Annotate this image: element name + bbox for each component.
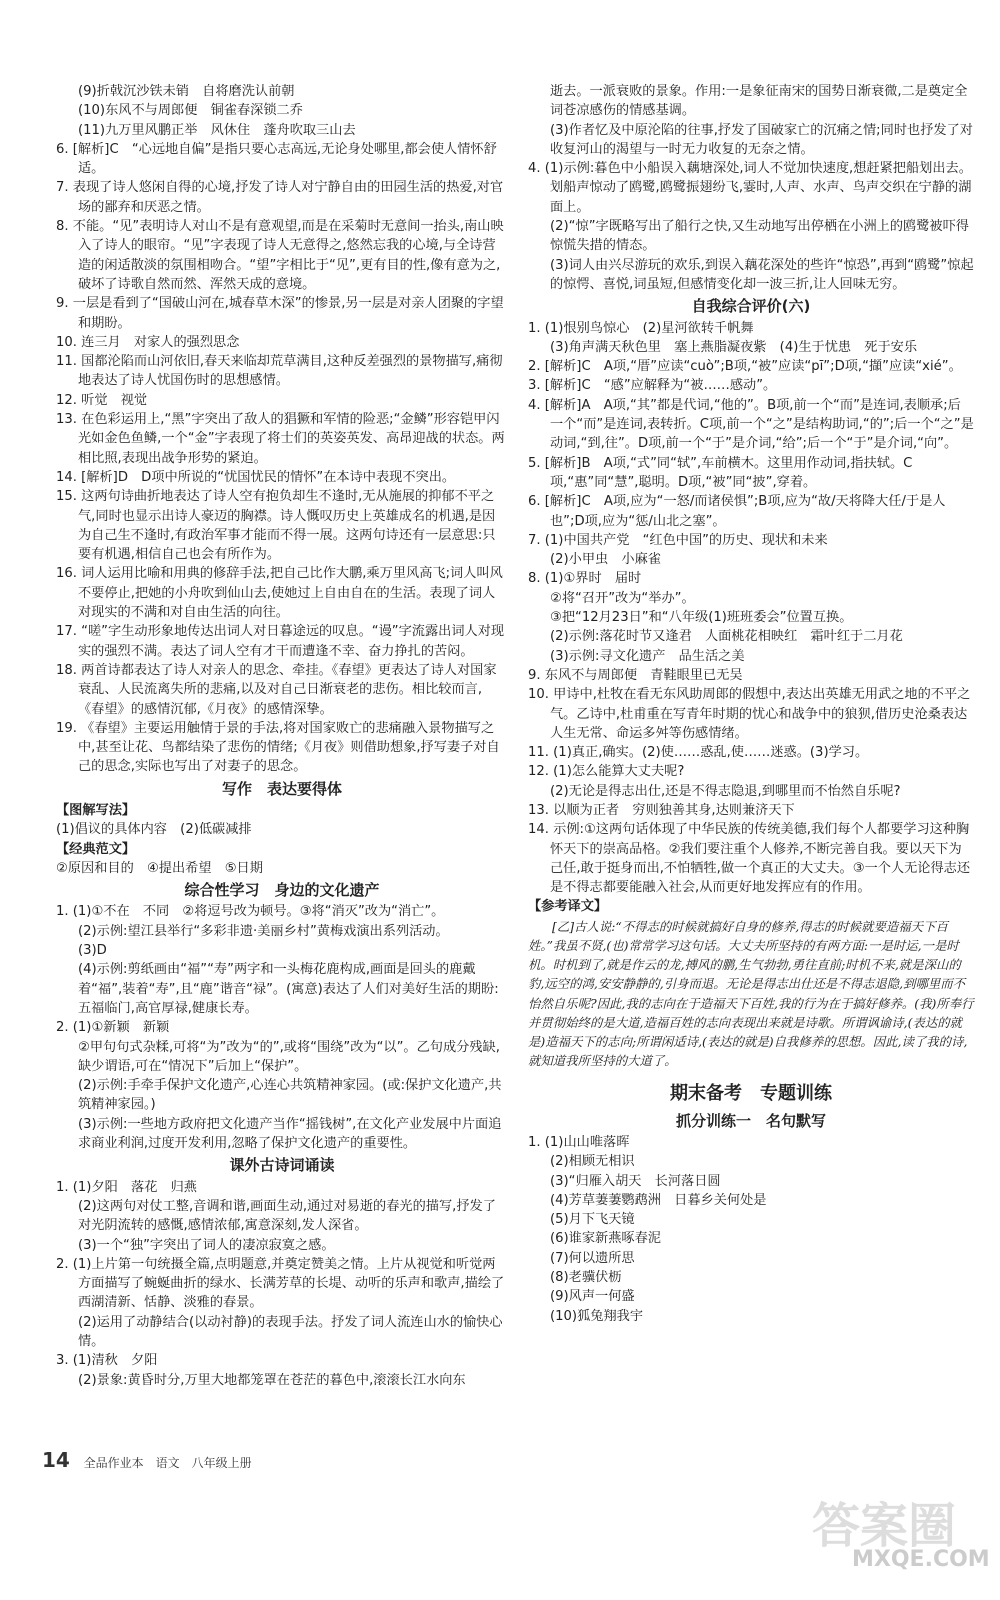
answer-line: (3)示例:一些地方政府把文化遗产当作“摇钱树”,在文化产业发展中片面追求商业利润,过度开发利用,忽略了保护文化遗产的重要性。 bbox=[78, 1116, 502, 1152]
answer-line: 19. 《春望》主要运用触情于景的手法,将对国家败亡的悲痛融入景物描写之中,甚至让花、鸟都结染了悲伤的情绪;《月夜》则借助想象,抒写妻子对自己的思念,实际也写出了对妻子的思念。 bbox=[56, 720, 500, 775]
answer-line: 7. (1)中国共产党 “红色中国”的历史、现状和未来 bbox=[528, 532, 828, 548]
answer-line: (2)景象:黄昏时分,万里大地都笼罩在苍茫的暮色中,滚滚长江水向东 bbox=[78, 1372, 466, 1388]
answer-line: 2. (1)①新颖 新颖 bbox=[56, 1020, 170, 1036]
answer-line: (8)老骥伏枥 bbox=[550, 1270, 622, 1286]
section-heading: 自我综合评价(六) bbox=[691, 297, 811, 316]
answer-line: (2)小甲虫 小麻雀 bbox=[550, 552, 661, 568]
answer-line: 【参考译文】 bbox=[528, 899, 608, 915]
answer-line: 1. (1)①不在 不同 ②将逗号改为顿号。③将“消灭”改为“消亡”。 bbox=[56, 904, 445, 920]
section-heading: 抓分训练一 名句默写 bbox=[675, 1111, 826, 1130]
answer-line: 3. [解析]C “感”应解释为“被……感动”。 bbox=[528, 378, 777, 394]
answer-line: (3)作者忆及中原沦陷的往事,抒发了国破家亡的沉痛之情;同时也抒发了对收复河山的渴望与一时无力收复的无奈之情。 bbox=[550, 122, 973, 157]
watermark-logo: 答案圈 bbox=[812, 1498, 957, 1554]
answer-line: 13. 在色彩运用上,“黑”字突出了敌人的猖獗和军情的险恶;“金鳞”形容铠甲闪光如金色鱼鳞,一个“金”字表现了将士们的英姿英发、高昂迎战的状态。两相比照,表现出战争形势的紧迫。 bbox=[56, 412, 505, 466]
answer-line: (2)“惊”字既略写出了船行之快,又生动地写出停栖在小洲上的鸥鹭被吓得惊慌失措的情态。 bbox=[550, 219, 969, 254]
answer-line: (9)风声一何盛 bbox=[550, 1289, 635, 1305]
answer-line: (3)D bbox=[78, 943, 107, 959]
answer-line: 14. 示例:①这两句话体现了中华民族的传统美德,我们每个人都要学习这种胸怀天下的崇高品格。②我们要注重个人修养,不断完善自我。要以天下为己任,敢于挺身而出,不怕牺牲,做一个真正的大丈夫。③一个人无论得志还是不得志都要能融入社会,从而更好地发挥应有的作用。 bbox=[528, 822, 971, 896]
answer-line: (3)示例:寻文化遗产 品生活之美 bbox=[550, 648, 745, 664]
answer-line: (7)何以遗所思 bbox=[550, 1250, 635, 1266]
answer-line: 12. (1)怎么能算大丈夫呢? bbox=[528, 764, 685, 780]
answer-line: 2. [解析]C A项,“厝”应读“cuò”;B项,“被”应读“pī”;D项,“擷”应读“xié”。 bbox=[528, 359, 962, 375]
answer-line: 4. [解析]A A项,“其”都是代词,“他的”。B项,前一个“而”是连词,表顺承;后一个“而”是连词,表转折。C项,前一个“之”是结构助词,“的”;后一个“之”是动词,“到,往”。D项,前一个“于”是介词,“给”;后一个“于”是介词,“向”。 bbox=[528, 397, 974, 452]
answer-line: [乙]古人说:“不得志的时候就搞好自身的修养,得志的时候就要造福天下百姓。”我虽不贤,(也)常常学习这句话。大丈夫所坚持的有两方面:一是时运,一是时机。时机到了,就是作云的龙,搏风的鹏,生气勃勃,勇往直前;时机不来,就是深山的豹,远空的鸿,安安静静的,引身而退。无论是得志出仕还是不得志退隐,到哪里而不怡然自乐呢?因此,我的志向在于造福天下百姓,我的行为在于搞好修养。(我)所奉行并贯彻始终的是大道,造福百姓的志向表现出来就是诗歌。所谓讽谕诗,(表达的就是)造福天下的志向;所谓闲适诗,(表达的就是)自我修养的思想。因此,读了我的诗,就知道我所坚持的大道了。 bbox=[528, 918, 974, 1069]
answer-line: (3)角声满天秋色里 塞上燕脂凝夜紫 (4)生于忧患 死于安乐 bbox=[550, 339, 918, 355]
answer-line: 4. (1)示例:暮色中小船误入藕塘深处,词人不觉加快速度,想赶紧把船划出去。划船声惊动了鸥鹭,鸥鹭振翅纷飞,霎时,人声、水声、鸟声交织在宁静的湖面上。 bbox=[528, 161, 972, 215]
page-footer bbox=[42, 1448, 252, 1472]
answer-line: (3)一个“独”字突出了词人的凄凉寂寞之感。 bbox=[78, 1237, 335, 1253]
answer-line: 13. 以顺为正者 穷则独善其身,达则兼济天下 bbox=[528, 802, 795, 818]
book-title: 全品作业本 语文 八年级上册 bbox=[83, 1456, 252, 1470]
answer-line: ②原因和目的 ④提出希望 ⑤日期 bbox=[56, 860, 263, 876]
section-heading: 期末备考 专题训练 bbox=[670, 1083, 832, 1105]
answer-line: (2)无论是得志出仕,还是不得志隐退,到哪里而不怡然自乐呢? bbox=[550, 783, 901, 799]
answer-line: 18. 两首诗都表达了诗人对亲人的思念、牵挂。《春望》更表达了诗人对国家衰乱、人民流离失所的悲痛,以及对自己日渐衰老的悲伤。相比较而言,《春望》的感情沉郁,《月夜》的感情深挚。 bbox=[56, 662, 497, 717]
answer-line: 9. 东风不与周郎便 青鞋眼里已无吴 bbox=[528, 667, 743, 683]
answer-line: 12. 听觉 视觉 bbox=[56, 392, 148, 408]
answer-line: 17. “嗟”字生动形象地传达出词人对日暮途远的叹息。“谩”字流露出词人对现实的强烈不满。表达了词人空有才干而遭逢不幸、奋力挣扎的苦闷。 bbox=[56, 624, 505, 659]
answer-line: 6. [解析]C A项,应为“一怒/而诸侯惧”;B项,应为“故/天将降大任/于是人也”;D项,应为“惩/山北之塞”。 bbox=[528, 494, 946, 529]
answer-line: 3. (1)清秋 夕阳 bbox=[56, 1353, 158, 1369]
answer-line: 【图解写法】 bbox=[56, 802, 136, 818]
answer-line: (10)狐兔翔我宇 bbox=[550, 1308, 644, 1324]
answer-line: 16. 词人运用比喻和用典的修辞手法,把自己比作大鹏,乘万里风高飞;词人叫风不要停止,把她的小舟吹到仙山去,使她过上自由自在的生活。表现了词人对现实的不满和对自由生活的向往。 bbox=[56, 566, 503, 621]
answer-line: 6. [解析]C “心远地自偏”是指只要心志高远,无论身处哪里,都会使人情怀舒适。 bbox=[56, 141, 497, 177]
answer-line: (2)这两句对仗工整,音调和谐,画面生动,通过对易逝的春光的描写,抒发了对光阴流转的感慨,感情浓郁,寓意深刻,发人深省。 bbox=[78, 1198, 496, 1234]
answer-line: (5)月下飞天镜 bbox=[550, 1212, 635, 1228]
answer-line: 11. 国都沦陷而山河依旧,春天来临却荒草满目,这种反差强烈的景物描写,痛彻地表达了诗人忧国伤时的思想感情。 bbox=[56, 354, 503, 389]
answer-line: (2)示例:望江县举行“多彩非遗·美丽乡村”黄梅戏演出系列活动。 bbox=[78, 923, 449, 939]
answer-line: (10)东风不与周郎便 铜雀春深锁二乔 bbox=[78, 103, 303, 119]
answer-line: 1. (1)夕阳 落花 归燕 bbox=[56, 1179, 197, 1195]
answer-line: 8. 不能。“见”表明诗人对山不是有意观望,而是在采菊时无意间一抬头,南山映入了诗人的眼帘。“见”字表现了诗人无意得之,悠然忘我的心境,与全诗营造的闲适散淡的氛围相吻合。“望”字相比于“见”,更有目的性,像有意为之,破坏了诗歌自然而然、浑然天成的意境。 bbox=[56, 219, 504, 292]
answer-line: (4)示例:剪纸画由“福”“寿”两字和一头梅花鹿构成,画面是回头的鹿戴着“福”,装着“寿”,且“鹿”谐音“禄”。(寓意)表达了人们对美好生活的期盼:五福临门,高官厚禄,健康长寿。 bbox=[78, 962, 499, 1016]
section-heading: 课外古诗词诵读 bbox=[229, 1156, 335, 1175]
answer-line: (3)词人由兴尽游玩的欢乐,到误入藕花深处的些许“惊恐”,再到“鸥鹭”惊起的惊愕、喜悦,词虽短,但感情变化却一波三折,让人回味无穷。 bbox=[550, 257, 974, 292]
left-column bbox=[56, 82, 508, 1390]
answer-line: 10. 连三月 对家人的强烈思念 bbox=[56, 334, 240, 350]
answer-line: 逝去。一派衰败的景象。作用:一是象征南宋的国势日渐衰微,二是奠定全词苍凉感伤的情感基调。 bbox=[550, 84, 968, 119]
answer-line: ②将“召开”改为“举办”。 bbox=[550, 590, 695, 606]
answer-line: 2. (1)上片第一句统摄全篇,点明题意,并奠定赞美之情。上片从视觉和听觉两方面描写了蜿蜒曲折的绿水、长满芳草的长堤、动听的乐声和歌声,描绘了西湖清新、恬静、淡雅的春景。 bbox=[56, 1256, 505, 1311]
answer-line: (2)示例:落花时节又逢君 人面桃花相映红 霜叶红于二月花 bbox=[550, 629, 903, 645]
answer-line: 9. 一层是看到了“国破山河在,城春草木深”的惨景,另一层是对亲人团聚的字望和期盼。 bbox=[56, 296, 504, 331]
answer-line: 1. (1)山山唯落晖 bbox=[528, 1134, 630, 1150]
page-number: 14 bbox=[42, 1448, 70, 1472]
answer-line: 15. 这两句诗曲折地表达了诗人空有抱负却生不逢时,无从施展的抑郁不平之气,同时也显示出诗人豪迈的胸襟。诗人慨叹历史上英雄成名的机遇,是因为自己生不逢时,有政治军事才能而不得一展。这两句诗还有一层意思:只要有机遇,相信自己也会有所作为。 bbox=[56, 489, 496, 563]
answer-line: 10. 甲诗中,杜牧在看无东风助周郎的假想中,表达出英雄无用武之地的不平之气。乙诗中,杜甫重在写青年时期的忧心和战争中的狼狈,借历史沧桑表达人生无常、命运多舛等伤感情绪。 bbox=[528, 687, 971, 741]
answer-line: 7. 表现了诗人悠闲自得的心境,抒发了诗人对宁静自由的田园生活的热爱,对官场的鄙弃和厌恶之情。 bbox=[56, 180, 504, 215]
answer-line: (2)运用了动静结合(以动衬静)的表现手法。抒发了词人流连山水的愉快心情。 bbox=[78, 1314, 503, 1349]
answer-line: 11. (1)真正,确实。(2)使……惑乱,使……迷惑。(3)学习。 bbox=[528, 745, 869, 761]
answer-line: (9)折戟沉沙铁未销 自将磨洗认前朝 bbox=[78, 84, 295, 99]
answer-line: (4)芳草萋萋鹦鹉洲 日暮乡关何处是 bbox=[550, 1192, 767, 1208]
answer-line: 1. (1)恨别鸟惊心 (2)星河欲转千帆舞 bbox=[528, 320, 754, 336]
section-heading: 写作 表达要得体 bbox=[221, 779, 342, 798]
answer-line: (3)“归雁入胡天 长河落日圆 bbox=[550, 1173, 721, 1189]
answer-line: 5. [解析]B A项,“式”同“轼”,车前横木。这里用作动词,指扶轼。C项,“惠”同“慧”,聪明。D项,“被”同“披”,穿着。 bbox=[528, 455, 913, 490]
answer-line: ③把“12月23日”和“八年级(1)班班委会”位置互换。 bbox=[550, 610, 853, 626]
answer-line: (6)谁家新燕啄春泥 bbox=[550, 1231, 661, 1247]
answer-line: 8. (1)①界时 届时 bbox=[528, 571, 642, 587]
answer-line: (11)九万里风鹏正举 风休住 蓬舟吹取三山去 bbox=[78, 122, 356, 138]
answer-line: (2)相顾无相识 bbox=[550, 1154, 635, 1170]
section-heading: 综合性学习 身边的文化遗产 bbox=[184, 881, 380, 900]
answer-line: (1)倡议的具体内容 (2)低碳减排 bbox=[56, 822, 252, 838]
right-column bbox=[528, 82, 974, 1326]
answer-line: 14. [解析]D D项中所说的“忧国忧民的情怀”在本诗中表现不突出。 bbox=[56, 469, 456, 485]
answer-line: ②甲句句式杂糅,可将“为”改为“的”,或将“围绕”改为“以”。乙句成分残缺,缺少谓语,可在“情况下”后加上“保护”。 bbox=[78, 1039, 500, 1074]
watermark-site: MXQE.COM bbox=[852, 1547, 990, 1572]
answer-line: (2)示例:手牵手保护文化遗产,心连心共筑精神家园。(或:保护文化遗产,共筑精神家园。) bbox=[78, 1078, 502, 1113]
answer-line: 【经典范文】 bbox=[56, 841, 136, 857]
